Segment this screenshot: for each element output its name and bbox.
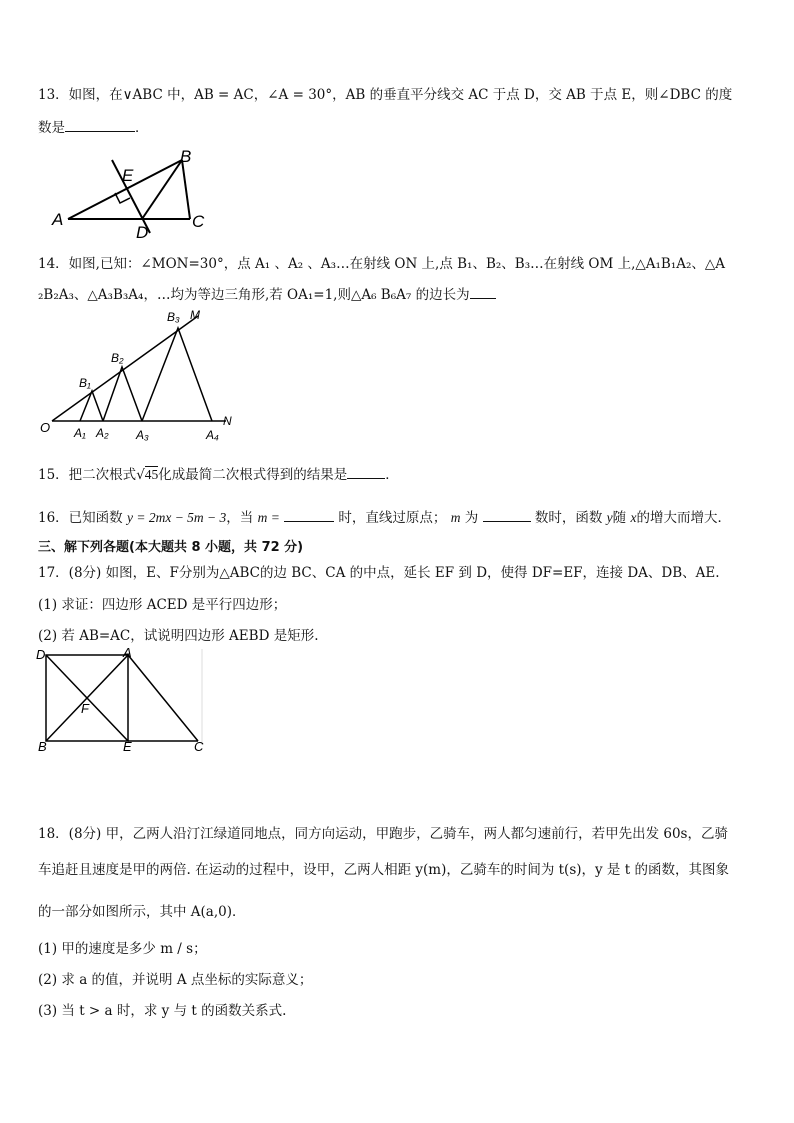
q13-label-a: A — [52, 210, 64, 229]
q17-label-e: E — [123, 739, 132, 754]
q17-label-c: C — [194, 739, 204, 754]
q16-text-2: ，当 — [226, 510, 254, 526]
q13-label-c: C — [192, 212, 205, 231]
q17-label-d: D — [36, 647, 46, 662]
q14-label-a2: A₂ — [96, 426, 109, 440]
q16-text-6: 随 — [612, 510, 627, 526]
q13-line-1: 13．如图，在∨ABC 中，AB = AC，∠A = 30°，AB 的垂直平分线交 AC 于点 D，交 AB 于点 E，则∠DBC 的度 — [38, 87, 733, 103]
q16-line — [38, 506, 731, 526]
q17-figure — [34, 645, 214, 755]
q14-label-n: N — [223, 414, 232, 428]
q14-label-o: O — [40, 420, 51, 435]
q18-part-2: (2) 求 a 的值，并说明 A 点坐标的实际意义； — [38, 972, 313, 988]
q15-sqrt-sign: √ — [136, 467, 145, 483]
q14-label-a1: A₁ — [74, 426, 86, 440]
q15-answer-blank — [347, 466, 385, 479]
q16-y-var: y — [606, 510, 613, 525]
q17-segment-ac — [128, 655, 198, 741]
q16-formula: y = 2mx − 5m − 3 — [126, 510, 227, 525]
q14-label-b3: B₃ — [167, 310, 180, 324]
q14-figure — [38, 305, 238, 445]
q17-label-f: F — [81, 701, 89, 716]
q15-text-after: 化成最简二次根式得到的结果是 — [158, 467, 348, 483]
q18-part-1: (1) 甲的速度是多少 m / s； — [38, 941, 207, 957]
q14-line-1: 14．如图,已知：∠MON=30°，点 A₁ 、A₂ 、A₃…在射线 ON 上,点 B₁、B₂、B₃…在射线 OM 上,△A₁B₁A₂、△A — [38, 256, 726, 272]
q16-text-3: 时，直线过原点； — [338, 510, 447, 526]
q15-text-before: 15．把二次根式 — [38, 467, 137, 483]
q13-line-2 — [38, 116, 149, 136]
q13-segment-bc — [182, 160, 190, 219]
q13-figure — [50, 145, 220, 242]
q16-x-var: x — [630, 510, 637, 525]
q14-label-b1: B₁ — [79, 376, 91, 390]
q18-line-1: 18．(8分) 甲，乙两人沿汀江绿道同地点，同方向运动，甲跑步，乙骑车，两人都匀速前行，若甲先出发 60s，乙骑 — [38, 826, 728, 842]
q18-part-3: (3) 当 t > a 时，求 y 与 t 的函数关系式. — [38, 1003, 287, 1019]
q18-line-2: 车追赶且速度是甲的两倍. 在运动的过程中，设甲，乙两人相距 y(m)，乙骑车的时间为 t(s)，y 是 t 的函数，其图象 — [38, 862, 729, 878]
q14-triangle-2 — [103, 367, 142, 421]
q14-answer-blank — [470, 286, 496, 299]
q16-text-4: 为 — [464, 510, 479, 526]
q17-label-a: A — [123, 645, 132, 660]
q16-text-7: 的增大而增大． — [636, 510, 731, 526]
q16-answer-blank-2 — [483, 509, 531, 522]
q17-part-2: (2) 若 AB=AC，试说明四边形 AEBD 是矩形. — [38, 628, 319, 644]
q15-end: ． — [385, 467, 399, 483]
q14-label-a3: A₃ — [136, 428, 149, 442]
q13-label-e: E — [122, 166, 134, 185]
q13-answer-prefix: 数是 — [38, 120, 65, 136]
q14-label-b2: B₂ — [111, 351, 124, 365]
q17-line-1: 17．(8分) 如图，E、F分别为△ABC的边 BC、CA 的中点，延长 EF 到 D，使得 DF=EF，连接 DA、DB、AE. — [38, 565, 720, 581]
q14-triangle-3 — [142, 328, 212, 421]
q13-label-d: D — [136, 223, 149, 242]
q16-text-1: 16．已知函数 — [38, 510, 123, 526]
q14-line-2-text: ₂B₂A₃、△A₃B₃A₄，…均为等边三角形,若 OA₁=1,则△A₆ B₆A₇ 的边长为 — [38, 287, 470, 303]
q16-m-eq: m = — [257, 510, 280, 525]
section-3-heading: 三、解下列各题(本大题共 8 小题，共 72 分) — [38, 540, 304, 555]
q16-answer-blank-1 — [284, 509, 334, 522]
q13-segment-bd — [142, 160, 182, 219]
q13-answer-blank — [65, 119, 135, 132]
q13-end: ． — [135, 120, 149, 136]
q16-m-var: m — [450, 510, 461, 525]
q17-part-1: (1) 求证：四边形 ACED 是平行四边形； — [38, 597, 287, 613]
q18-line-3: 的一部分如图所示，其中 A(a,0)． — [38, 904, 246, 920]
q14-line-2 — [38, 283, 496, 303]
q14-triangle-1 — [80, 391, 103, 421]
q14-label-a4: A₄ — [206, 428, 219, 442]
q13-label-b: B — [180, 147, 192, 166]
q16-text-5: 数时，函数 — [534, 510, 603, 526]
q17-label-b: B — [38, 739, 47, 754]
q15-radicand: 45 — [144, 467, 159, 482]
q15-line — [38, 463, 399, 483]
q14-label-m: M — [190, 308, 200, 322]
